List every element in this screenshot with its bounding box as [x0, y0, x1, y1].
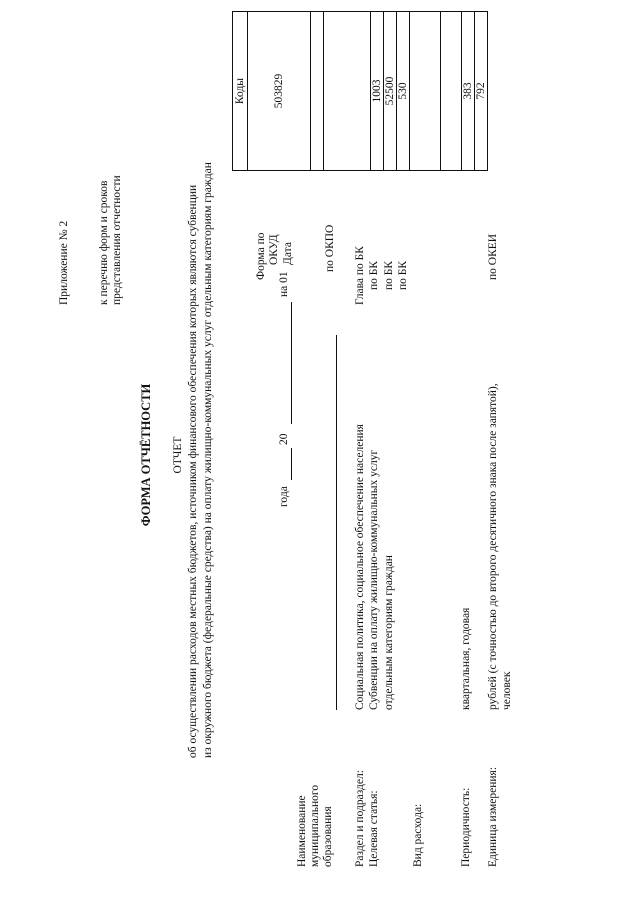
value-unit-2: человек	[501, 671, 513, 710]
date-suffix: года	[278, 486, 290, 507]
municipal-name-line	[336, 335, 337, 710]
label-okei: по ОКЕИ	[487, 233, 499, 280]
label-bk-2: по БК	[383, 260, 395, 290]
label-okud: ОКУД	[268, 234, 280, 265]
code-okei-2[interactable]: 792	[475, 12, 488, 171]
label-unit: Единица измерения:	[487, 766, 499, 867]
codes-row-blank	[410, 12, 441, 171]
codes-row-target	[384, 12, 397, 171]
form-title: ФОРМА ОТЧЁТНОСТИ	[139, 383, 153, 527]
date-day-line	[291, 302, 292, 424]
report-line-2: из окружного бюджета (федеральные средства) на оплату жилищно-коммунальных услуг отдельным категориям граждан	[202, 162, 214, 758]
codes-header-row	[233, 12, 248, 171]
report-line-1: об осуществлении расходов местных бюджетов, источником финансового обеспечения которых являются субвенции	[187, 184, 199, 758]
label-section: Раздел и подраздел:	[354, 770, 366, 867]
code-okei-1[interactable]: 383	[462, 12, 475, 171]
value-target-2: отдельным категориям граждан	[383, 555, 395, 710]
codes-row-okud	[248, 12, 311, 171]
value-periodicity: квартальная, годовая	[460, 607, 472, 710]
codes-header: Коды	[233, 12, 248, 171]
label-municipal-1: Наименование	[296, 795, 308, 867]
code-okpo[interactable]	[324, 12, 371, 171]
label-periodicity: Периодичность:	[460, 787, 472, 867]
codes-row-okei-1	[462, 12, 475, 171]
label-okpo: по ОКПО	[324, 224, 336, 272]
value-section: Социальная политика, социальное обеспечение населения	[354, 424, 366, 710]
value-target-1: Субвенции на оплату жилищно-коммунальных услуг	[368, 449, 380, 710]
label-bk-3: по БК	[397, 260, 409, 290]
codes-row-okei-2	[475, 12, 488, 171]
code-date[interactable]	[311, 12, 324, 171]
label-form: Форма по	[255, 232, 267, 280]
codes-table	[232, 11, 488, 171]
report-word: ОТЧЕТ	[172, 436, 184, 474]
label-expense: Вид расхода:	[412, 803, 424, 867]
code-expense[interactable]: 530	[397, 12, 410, 171]
label-date: Дата	[282, 242, 294, 265]
label-municipal-2: муниципального	[309, 784, 321, 867]
appendix-line-1: к перечню форм и сроков	[98, 180, 110, 305]
date-prefix: на 01	[278, 271, 290, 297]
codes-row-date	[311, 12, 324, 171]
code-periodicity[interactable]	[441, 12, 462, 171]
code-blank[interactable]	[410, 12, 441, 171]
code-target[interactable]: 52500	[384, 12, 397, 171]
label-municipal-3: образования	[322, 806, 334, 867]
codes-row-glava	[371, 12, 384, 171]
code-okud[interactable]: 503829	[248, 12, 311, 171]
appendix-line-2: представления отчетности	[111, 175, 123, 305]
codes-row-expense	[397, 12, 410, 171]
label-target: Целевая статья:	[368, 790, 380, 867]
codes-row-okpo	[324, 12, 371, 171]
appendix-title: Приложение № 2	[58, 220, 70, 305]
date-year-line	[291, 448, 292, 480]
date-year-prefix: 20	[278, 433, 290, 445]
label-bk-1: по БК	[368, 260, 380, 290]
label-glava-bk: Глава по БК	[354, 246, 366, 305]
codes-row-periodicity	[441, 12, 462, 171]
code-glava[interactable]: 1003	[371, 12, 384, 171]
value-unit-1: рублей (с точностью до второго десятичного знака после запятой),	[487, 383, 499, 710]
